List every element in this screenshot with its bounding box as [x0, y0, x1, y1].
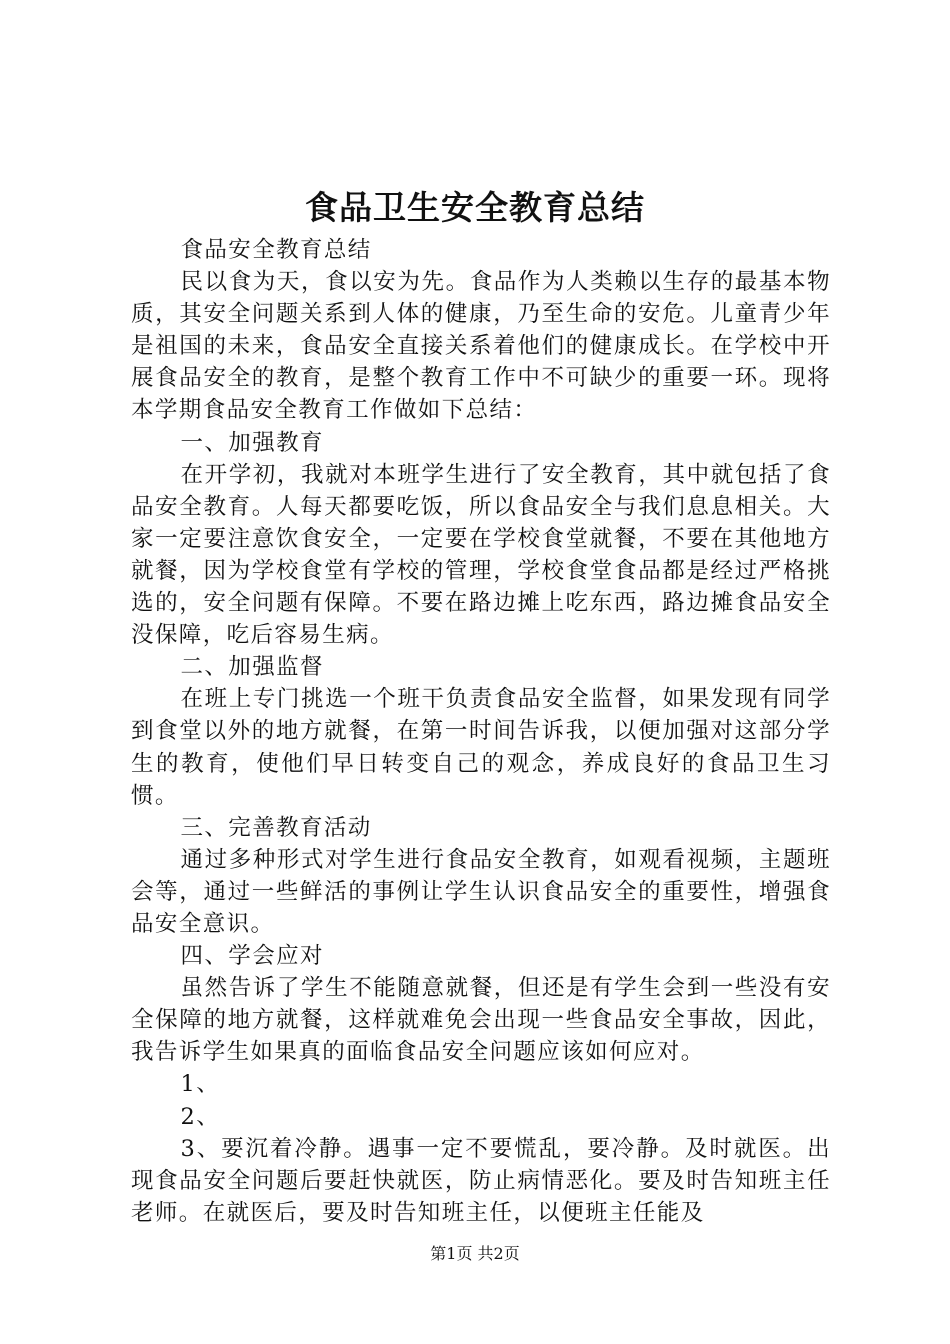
section-paragraph-4: 虽然告诉了学生不能随意就餐，但还是有学生会到一些没有安全保障的地方就餐，这样就难免会出现一些食品安全事故，因此，我告诉学生如果真的面临食品安全问题应该如何应对。 — [131, 975, 831, 1066]
list-item-2: 2、 — [180, 1103, 221, 1130]
list-item-3: 3、要沉着冷静。遇事一定不要慌乱，要冷静。及时就医。出现食品安全问题后要赶快就医，防止病情恶化。要及时告知班主任老师。在就医后，要及时告知班主任，以便班主任能及 — [131, 1135, 831, 1226]
section-heading-1: 一、加强教育 — [180, 429, 324, 456]
document-body — [131, 234, 831, 1229]
section-heading-4: 四、学会应对 — [180, 943, 324, 970]
section-heading-3: 三、完善教育活动 — [180, 814, 372, 841]
subtitle-paragraph: 食品安全教育总结 — [180, 237, 372, 263]
section-paragraph-1: 在开学初，我就对本班学生进行了安全教育，其中就包括了食品安全教育。人每天都要吃饭，所以食品安全与我们息息相关。大家一定要注意饮食安全，一定要在学校食堂就餐，不要在其他地方就餐，因为学校食堂有学校的管理，学校食堂食品都是经过严格挑选的，安全问题有保障。不要在路边摊上吃东西，路边摊食品安全没保障，吃后容易生病。 — [131, 461, 831, 649]
list-item-1: 1、 — [180, 1071, 221, 1098]
section-heading-2: 二、加强监督 — [180, 654, 324, 681]
document-title: 食品卫生安全教育总结 — [305, 188, 645, 227]
section-paragraph-2: 在班上专门挑选一个班干负责食品安全监督，如果发现有同学到食堂以外的地方就餐，在第一时间告诉我，以便加强对这部分学生的教育，使他们早日转变自己的观念，养成良好的食品卫生习惯。 — [131, 686, 831, 809]
intro-paragraph: 民以食为天，食以安为先。食品作为人类赖以生存的最基本物质，其安全问题关系到人体的健康，乃至生命的安危。儿童青少年是祖国的未来，食品安全直接关系着他们的健康成长。在学校中开展食品安全的教育，是整个教育工作中不可缺少的重要一环。现将本学期食品安全教育工作做如下总结： — [131, 269, 831, 424]
page-footer: 第1页 共2页 — [430, 1244, 520, 1263]
section-paragraph-3: 通过多种形式对学生进行食品安全教育，如观看视频，主题班会等，通过一些鲜活的事例让学生认识食品安全的重要性，增强食品安全意识。 — [131, 846, 831, 937]
